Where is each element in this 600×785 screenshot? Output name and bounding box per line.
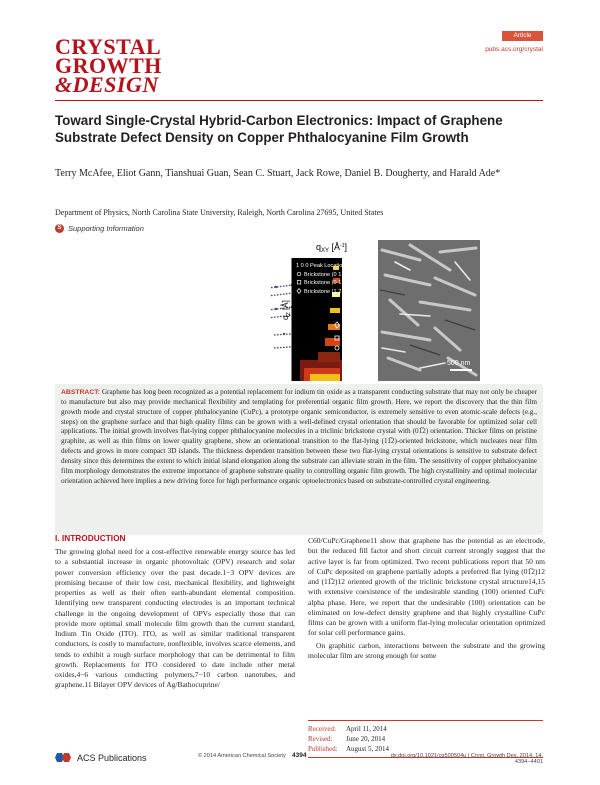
supporting-information-link[interactable] <box>55 224 144 233</box>
published-date: August 5, 2014 <box>346 745 389 753</box>
received-date: April 11, 2014 <box>346 725 387 733</box>
toc-figure-svg <box>270 240 480 381</box>
page-number: 4394 <box>292 752 307 759</box>
author-list: Terry McAfee, Eliot Gann, Tianshuai Guan, Sean C. Stuart, Jack Rowe, Daniel B. Dougherty, and Harald Ade* <box>55 168 501 179</box>
intro-column-1: The growing global need for a cost-effective renewable energy source has led to a substantial increase in organic photovoltaic (OPV) research and solar power conversion efficiency over the past decade.1−3 OPV devices are promising because of their low cost, mechanical flexibility, and lightweight properties as well as their often earth-abundant elemental composition. Identifying new transparent conducting electrodes is an important technical challenge in the ongoing development of OPVs especially those that can provide more optimal small molecule film growth than the current standard, Indium Tin Oxide (ITO). ITO, as well as similar traditional transparent conductors, is costly to manufacture, nonflexible, involves scarce elements, and tends to exhibit a rough surface morphology that can be detrimental to film growth. Replacements for ITO considered to date include other metal oxides,4−6 various conducting polymers,7−10 carbon nanotubes, and graphene.11 Bilayer OPV devices of Ag/Bathocuprine/ <box>55 547 295 690</box>
journal-url[interactable]: pubs.acs.org/crystal <box>485 46 543 53</box>
toc-graphic <box>270 240 480 381</box>
legend-item-1: Brickstone (0 1 2) <box>304 272 348 278</box>
sem-micrograph <box>378 240 480 381</box>
copyright: © 2014 American Chemical Society <box>198 753 286 759</box>
logo-line-1: CRYSTAL <box>55 34 162 59</box>
supporting-info-label: Supporting Information <box>68 224 144 233</box>
article-type-badge: Article <box>502 31 543 41</box>
abstract <box>61 388 537 486</box>
paper-title: Toward Single-Crystal Hybrid-Carbon Electronics: Impact of Graphene Substrate Defect Density on Copper Phthalocyanine Film Growth <box>55 113 503 145</box>
qxy-axis-label: $q_{XY}$ $[Å^{-1}]$ <box>316 242 348 254</box>
supporting-info-icon: S <box>55 224 64 233</box>
published-label: Published: <box>308 745 338 753</box>
acs-publications-label: ACS Publications <box>77 752 147 763</box>
logo-line-3: &DESIGN <box>55 72 159 97</box>
legend-item-3: Brickstone (1 2 0) <box>304 289 348 295</box>
section-heading-introduction: I. INTRODUCTION <box>55 533 126 543</box>
revised-date: June 20, 2014 <box>346 735 386 743</box>
revised-label: Revised: <box>308 735 333 743</box>
acs-publications-logo <box>55 752 147 763</box>
journal-logo <box>55 34 230 97</box>
received-label: Received: <box>308 725 336 733</box>
logo-line-2: GROWTH <box>55 53 162 78</box>
legend-title: 1 0 0 Peak Location <box>296 263 346 269</box>
scale-bar-label: 500 nm <box>447 360 471 367</box>
acs-hexagon-icon <box>55 752 73 763</box>
intro-column-2-para-1: C60/CuPc/Graphene11 show that graphene has the potential as an electrode, but the reduced fill factor and short circuit current strongly suggest that the active layer is far from optimized. Two recent publications report that 50 nm of CuPc deposited on graphene partially adopts a preferred flat lying (01̅2)12 and (11̅2)12 oriented growth of the triclinic brickstone crystal structure14,15 with extensive coexistence of the undesirable standing (100) oriented CuPc alpha phase. Here, we report that the undesirable (100) orientation can be eliminated on low-defect density graphene and that highly crystalline CuPc films can be grown with a uniform flat-lying molecular orientation optimized for solar cell performance gains. <box>308 536 545 638</box>
abstract-label: ABSTRACT: <box>61 389 100 396</box>
qz-axis-label: $q_Z$ [Å] <box>281 300 292 320</box>
intro-column-2 <box>308 536 545 661</box>
header-divider <box>55 100 543 101</box>
affiliation: Department of Physics, North Carolina State University, Raleigh, North Carolina 27695, United States <box>55 208 384 217</box>
abstract-text: Graphene has long been recognized as a potential replacement for indium tin oxide as a transparent conducting substrate that may not only be cheaper to manufacture but also may provide mechanical flexibility and templating for preferential organic film growth. Here, we report the discovery that the thin film growth mode and crystal structure of copper phthalocyanine (CuPc), a prototype organic semiconductor, is extremely sensitive to even atomic-scale defects (e.g., steps) on the graphene surface and that high quality films can be grown with a well-defined crystal orientation that should be favorable for optimized solar cell applications. The initial growth involves flat-lying copper phthalocyanine molecules in a triclinic brickstone crystal with (01̅2) orientation. Thicker films on pristine graphite, as well as thin films on lower quality graphene, show an orientational transition to the flat-lying (11̅2)-oriented brickstone, which nucleates near film defects and grows in more compact 3D islands. The thickness dependent transition between these two flat-lying crystal orientations is sensitive to substrate defect density since this determines the extent to which initial island elongation along the substrate can alleviate strain in the film. The sensitivity of copper phthalocyanine film morphology demonstrates the extreme importance of graphene substrate quality to controlling organic film growth. The high crystallinity and optimal molecular orientation achieved here implies a new driving force for high performance organic optoelectronics based on substrate-controlled crystal engineering. <box>61 388 538 485</box>
intro-column-2-para-2: On graphitic carbon, interactions between the substrate and the growing molecular film are strong enough for some <box>308 640 545 660</box>
legend-item-2: Brickstone (0 1 2) <box>304 280 348 286</box>
citation-line[interactable]: dx.doi.org/10.1021/cg500504u | Cryst. Growth Des. 2014, 14, 4394−4401 <box>390 753 543 765</box>
